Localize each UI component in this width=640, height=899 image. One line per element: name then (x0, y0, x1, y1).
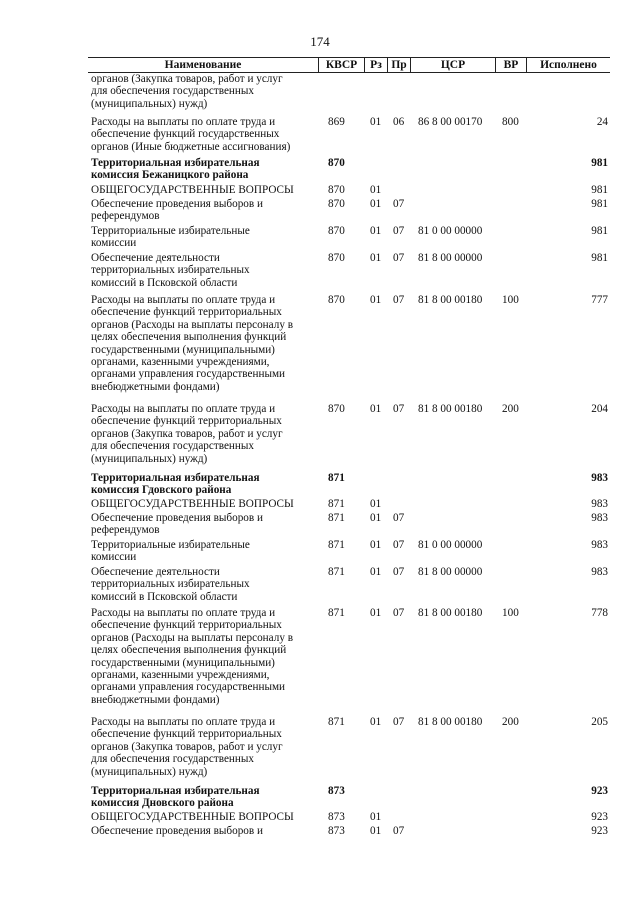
cell-rz: 01 (370, 184, 382, 196)
header-vr: ВР (503, 59, 519, 71)
cell-name: Обеспечение проведения выборов и (91, 825, 263, 837)
page-number: 174 (310, 34, 330, 49)
cell-ispolneno: 981 (591, 157, 608, 169)
cell-pr: 07 (393, 825, 405, 837)
cell-ispolneno: 981 (591, 184, 608, 196)
cell-csr: 81 8 00 00180 (418, 607, 483, 619)
cell-kvsr: 870 (328, 294, 345, 306)
cell-rz: 01 (370, 498, 382, 510)
cell-ispolneno: 777 (591, 294, 608, 306)
cell-csr: 81 8 00 00180 (418, 294, 483, 306)
header-rz: Рз (370, 59, 382, 71)
cell-kvsr: 870 (328, 403, 345, 415)
cell-kvsr: 871 (328, 566, 345, 578)
cell-kvsr: 871 (328, 607, 345, 619)
cell-vr: 100 (502, 607, 519, 619)
cell-rz: 01 (370, 716, 382, 728)
header-ispolneno: Исполнено (540, 59, 597, 71)
cell-ispolneno: 983 (591, 512, 608, 524)
cell-name: ОБЩЕГОСУДАРСТВЕННЫЕ ВОПРОСЫ (91, 811, 294, 823)
cell-rz: 01 (370, 225, 382, 237)
cell-kvsr: 871 (328, 716, 345, 728)
cell-rz: 01 (370, 607, 382, 619)
cell-name: Обеспечение проведения выборов и референдумов (91, 198, 263, 223)
cell-pr: 07 (393, 252, 405, 264)
cell-name: ОБЩЕГОСУДАРСТВЕННЫЕ ВОПРОСЫ (91, 498, 294, 510)
cell-vr: 200 (502, 403, 519, 415)
cell-ispolneno: 923 (591, 825, 608, 837)
cell-kvsr: 871 (328, 472, 345, 484)
cell-pr: 07 (393, 294, 405, 306)
cell-name: Территориальная избирательная комиссия Гдовского района (91, 472, 260, 497)
cell-name: Территориальная избирательная комиссия Бежаницкого района (91, 157, 260, 182)
cell-ispolneno: 983 (591, 472, 608, 484)
cell-name: Расходы на выплаты по оплате труда и обеспечение функций территориальных органов (Закупка товаров, работ и услуг для обеспечения государственных (муниципальных) нужд) (91, 403, 283, 465)
cell-ispolneno: 204 (591, 403, 608, 415)
cell-name: ОБЩЕГОСУДАРСТВЕННЫЕ ВОПРОСЫ (91, 184, 294, 196)
cell-name: Расходы на выплаты по оплате труда и обеспечение функций территориальных органов (Расходы на выплаты персоналу в целях обеспечения выполнения функций государственными (муниципальными) органами, казенными учреждениями, органами управления государственными внебюджетными фондами) (91, 294, 293, 393)
cell-csr: 81 8 00 00000 (418, 252, 483, 264)
header-kvsr: КВСР (325, 59, 358, 71)
cell-kvsr: 870 (328, 184, 345, 196)
cell-ispolneno: 983 (591, 566, 608, 578)
cell-ispolneno: 923 (591, 811, 608, 823)
cell-name: Территориальные избирательные комиссии (91, 539, 250, 564)
cell-pr: 07 (393, 716, 405, 728)
cell-name: Расходы на выплаты по оплате труда и обеспечение функций территориальных органов (Расходы на выплаты персоналу в целях обеспечения выполнения функций государственными (муниципальными) органами, казенными учреждениями, органами управления государственными внебюджетными фондами) (91, 607, 293, 706)
cell-csr: 81 0 00 00000 (418, 225, 483, 237)
cell-rz: 01 (370, 403, 382, 415)
cell-ispolneno: 981 (591, 198, 608, 210)
cell-kvsr: 870 (328, 198, 345, 210)
cell-ispolneno: 981 (591, 225, 608, 237)
cell-csr: 81 0 00 00000 (418, 539, 483, 551)
cell-rz: 01 (370, 512, 382, 524)
cell-pr: 07 (393, 539, 405, 551)
cell-rz: 01 (370, 566, 382, 578)
cell-kvsr: 873 (328, 785, 345, 797)
cell-kvsr: 873 (328, 811, 345, 823)
cell-pr: 07 (393, 403, 405, 415)
cell-kvsr: 870 (328, 225, 345, 237)
cell-kvsr: 869 (328, 116, 345, 128)
cell-rz: 01 (370, 198, 382, 210)
cell-csr: 86 8 00 00170 (418, 116, 483, 128)
cell-name: Обеспечение деятельности территориальных избирательных комиссий в Псковской области (91, 252, 250, 289)
cell-name: Обеспечение деятельности территориальных избирательных комиссий в Псковской области (91, 566, 250, 603)
cell-ispolneno: 24 (596, 116, 608, 128)
cell-csr: 81 8 00 00000 (418, 566, 483, 578)
cell-rz: 01 (370, 825, 382, 837)
cell-kvsr: 871 (328, 539, 345, 551)
cell-ispolneno: 983 (591, 539, 608, 551)
cell-csr: 81 8 00 00180 (418, 716, 483, 728)
cell-name: Территориальные избирательные комиссии (91, 225, 250, 250)
cell-ispolneno: 983 (591, 498, 608, 510)
cell-rz: 01 (370, 539, 382, 551)
cell-name: Расходы на выплаты по оплате труда и обеспечение функций территориальных органов (Закупка товаров, работ и услуг для обеспечения государственных (муниципальных) нужд) (91, 716, 283, 778)
header-csr: ЦСР (440, 59, 466, 71)
cell-ispolneno: 981 (591, 252, 608, 264)
cell-name: Территориальная избирательная комиссия Дновского района (91, 785, 260, 810)
header-pr: Пр (391, 59, 407, 71)
cell-csr: 81 8 00 00180 (418, 403, 483, 415)
cell-pr: 07 (393, 198, 405, 210)
cell-pr: 07 (393, 566, 405, 578)
cell-name: Обеспечение проведения выборов и референдумов (91, 512, 263, 537)
cell-ispolneno: 778 (591, 607, 608, 619)
cell-rz: 01 (370, 252, 382, 264)
cell-vr: 100 (502, 294, 519, 306)
cell-kvsr: 870 (328, 157, 345, 169)
cell-pr: 07 (393, 225, 405, 237)
cell-rz: 01 (370, 294, 382, 306)
cell-ispolneno: 923 (591, 785, 608, 797)
cell-rz: 01 (370, 116, 382, 128)
cell-ispolneno: 205 (591, 716, 608, 728)
cell-pr: 06 (393, 116, 405, 128)
header-name: Наименование (164, 59, 242, 71)
cell-vr: 200 (502, 716, 519, 728)
cell-kvsr: 871 (328, 498, 345, 510)
cell-pr: 07 (393, 607, 405, 619)
table-header (88, 57, 610, 73)
cell-name: органов (Закупка товаров, работ и услуг для обеспечения государственных (муниципальных) нужд) (91, 73, 283, 110)
cell-name: Расходы на выплаты по оплате труда и обеспечение функций государственных органов (Иные бюджетные ассигнования) (91, 116, 291, 153)
cell-rz: 01 (370, 811, 382, 823)
cell-kvsr: 871 (328, 512, 345, 524)
cell-vr: 800 (502, 116, 519, 128)
cell-kvsr: 873 (328, 825, 345, 837)
cell-pr: 07 (393, 512, 405, 524)
cell-kvsr: 870 (328, 252, 345, 264)
